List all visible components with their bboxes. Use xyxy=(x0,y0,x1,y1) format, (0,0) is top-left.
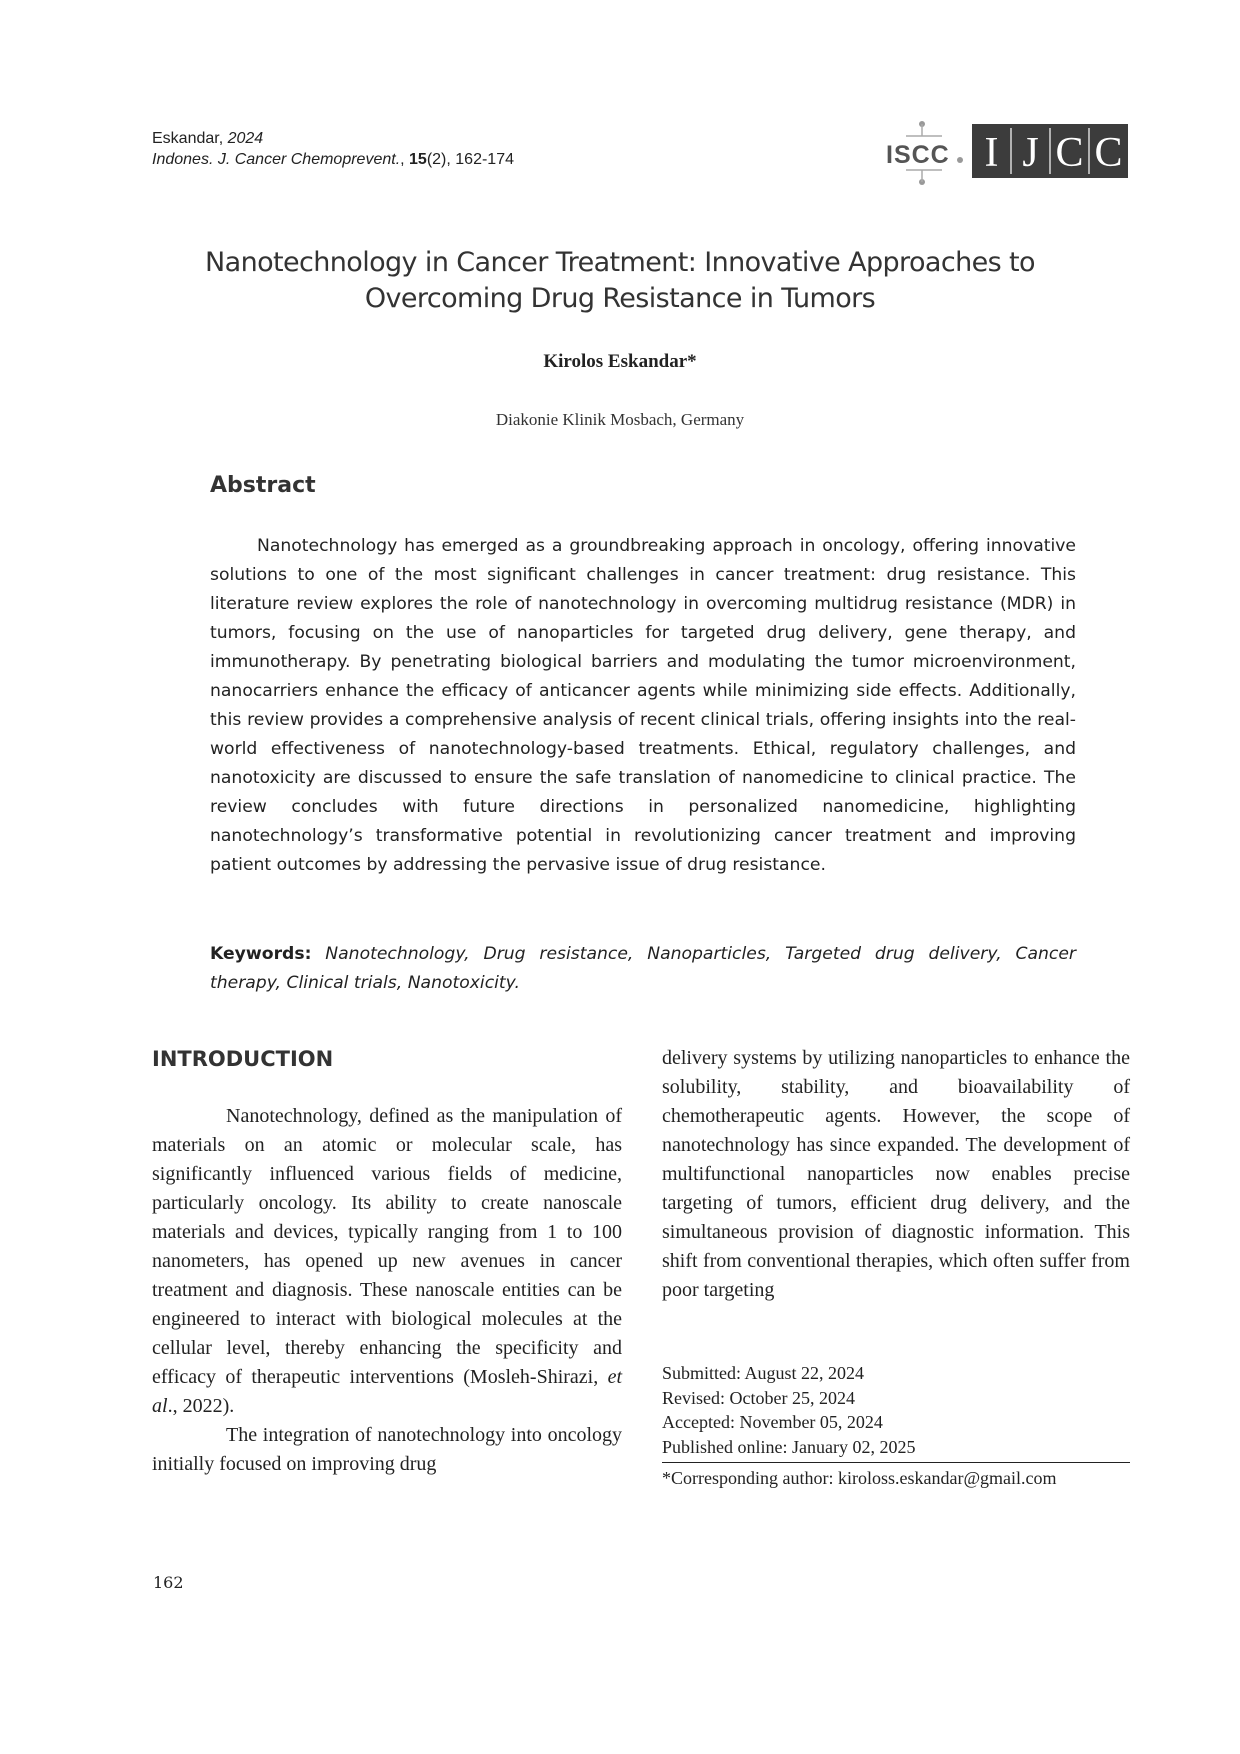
header-volume: 15 xyxy=(409,151,427,168)
ijcc-letter-4: C xyxy=(1094,130,1123,176)
citation-et-al: et al xyxy=(152,1366,622,1417)
header-author: Eskandar, xyxy=(152,130,224,147)
corresponding-author: *Corresponding author: kiroloss.eskandar@gmail.com xyxy=(662,1468,1057,1488)
footnote-divider xyxy=(662,1462,1130,1463)
header-year: 2024 xyxy=(227,130,264,147)
date-accepted: Accepted: November 05, 2024 xyxy=(662,1412,883,1432)
ijcc-letter-1: I xyxy=(984,130,999,176)
header-author-line xyxy=(152,128,514,149)
header-citation-line: Indones. J. Cancer Chemoprevent., 15(2), 162-174 xyxy=(152,151,514,168)
article-dates xyxy=(662,1361,915,1459)
iscc-logo-text: ISCC xyxy=(886,141,950,169)
date-published: Published online: January 02, 2025 xyxy=(662,1436,916,1457)
introduction-heading: INTRODUCTION xyxy=(152,1047,334,1071)
header-journal: Indones. J. Cancer Chemoprevent. xyxy=(152,151,401,168)
abstract-heading: Abstract xyxy=(210,473,316,498)
article-title xyxy=(150,245,1090,317)
keywords-label: Keywords: xyxy=(210,944,312,964)
intro-paragraph-1: Nanotechnology, defined as the manipulation of materials on an atomic or molecular scale, has significantly influenced various fields of medicine, particularly oncology. Its ability to create nanoscale materials and devices, typically ranging from 1 to 100 nanometers, has opened up new avenues in cancer treatment and diagnosis. These nanoscale entities can be engineered to interact with biological molecules at the cellular level, thereby enhancing the specificity and efficacy of therapeutic interventions (Mosleh-Shirazi, et al., 2022). xyxy=(152,1105,622,1417)
author-name: Kirolos Eskandar* xyxy=(543,351,697,372)
journal-logo xyxy=(880,118,1136,188)
ijcc-letter-3: C xyxy=(1055,130,1084,176)
header-issue-pages: (2), 162-174 xyxy=(426,151,514,168)
author-affiliation: Diakonie Klinik Mosbach, Germany xyxy=(495,410,745,429)
keywords-list: Nanotechnology, Drug resistance, Nanoparticles, Targeted drug delivery, Cancer therapy, Clinical trials, Nanotoxicity. xyxy=(210,944,1076,993)
intro-paragraph-2: The integration of nanotechnology into oncology initially focused on improving drug xyxy=(152,1424,622,1475)
running-header xyxy=(152,128,514,170)
body-column-left xyxy=(152,1102,622,1479)
title-line-2: Overcoming Drug Resistance in Tumors xyxy=(364,283,876,314)
intro-paragraph-2-continued: delivery systems by utilizing nanoparticles to enhance the solubility, stability, and bioavailability of chemotherapeutic agents. However, the scope of nanotechnology has since expanded. The development of multifunctional nanoparticles now enables precise targeting of tumors, efficient drug delivery, and the simultaneous provision of diagnostic information. This shift from conventional therapies, which often suffer from poor targeting xyxy=(662,1047,1130,1301)
abstract-text: Nanotechnology has emerged as a groundbreaking approach in oncology, offering innovative solutions to one of the most significant challenges in cancer treatment: drug resistance. This literature review explores the role of nanotechnology in overcoming multidrug resistance (MDR) in tumors, focusing on the use of nanoparticles for targeted drug delivery, gene therapy, and immunotherapy. By penetrating biological barriers and modulating the tumor microenvironment, nanocarriers enhance the efficacy of anticancer agents while minimizing side effects. Additionally, this review provides a comprehensive analysis of recent clinical trials, offering insights into the real-world effectiveness of nanotechnology-based treatments. Ethical, regulatory challenges, and nanotoxicity are discussed to ensure the safe translation of nanomedicine to clinical practice. The review concludes with future directions in personalized nanomedicine, highlighting nanotechnology’s transformative potential in revolutionizing cancer treatment and improving patient outcomes by addressing the pervasive issue of drug resistance. xyxy=(210,536,1076,875)
keywords xyxy=(210,940,1076,998)
page-number: 162 xyxy=(153,1573,184,1592)
date-submitted: Submitted: August 22, 2024 xyxy=(662,1363,865,1383)
date-revised: Revised: October 25, 2024 xyxy=(662,1387,855,1408)
body-column-right xyxy=(662,1044,1130,1305)
ijcc-letter-2: J xyxy=(1022,130,1039,176)
title-line-1: Nanotechnology in Cancer Treatment: Innovative Approaches to xyxy=(205,247,1035,278)
